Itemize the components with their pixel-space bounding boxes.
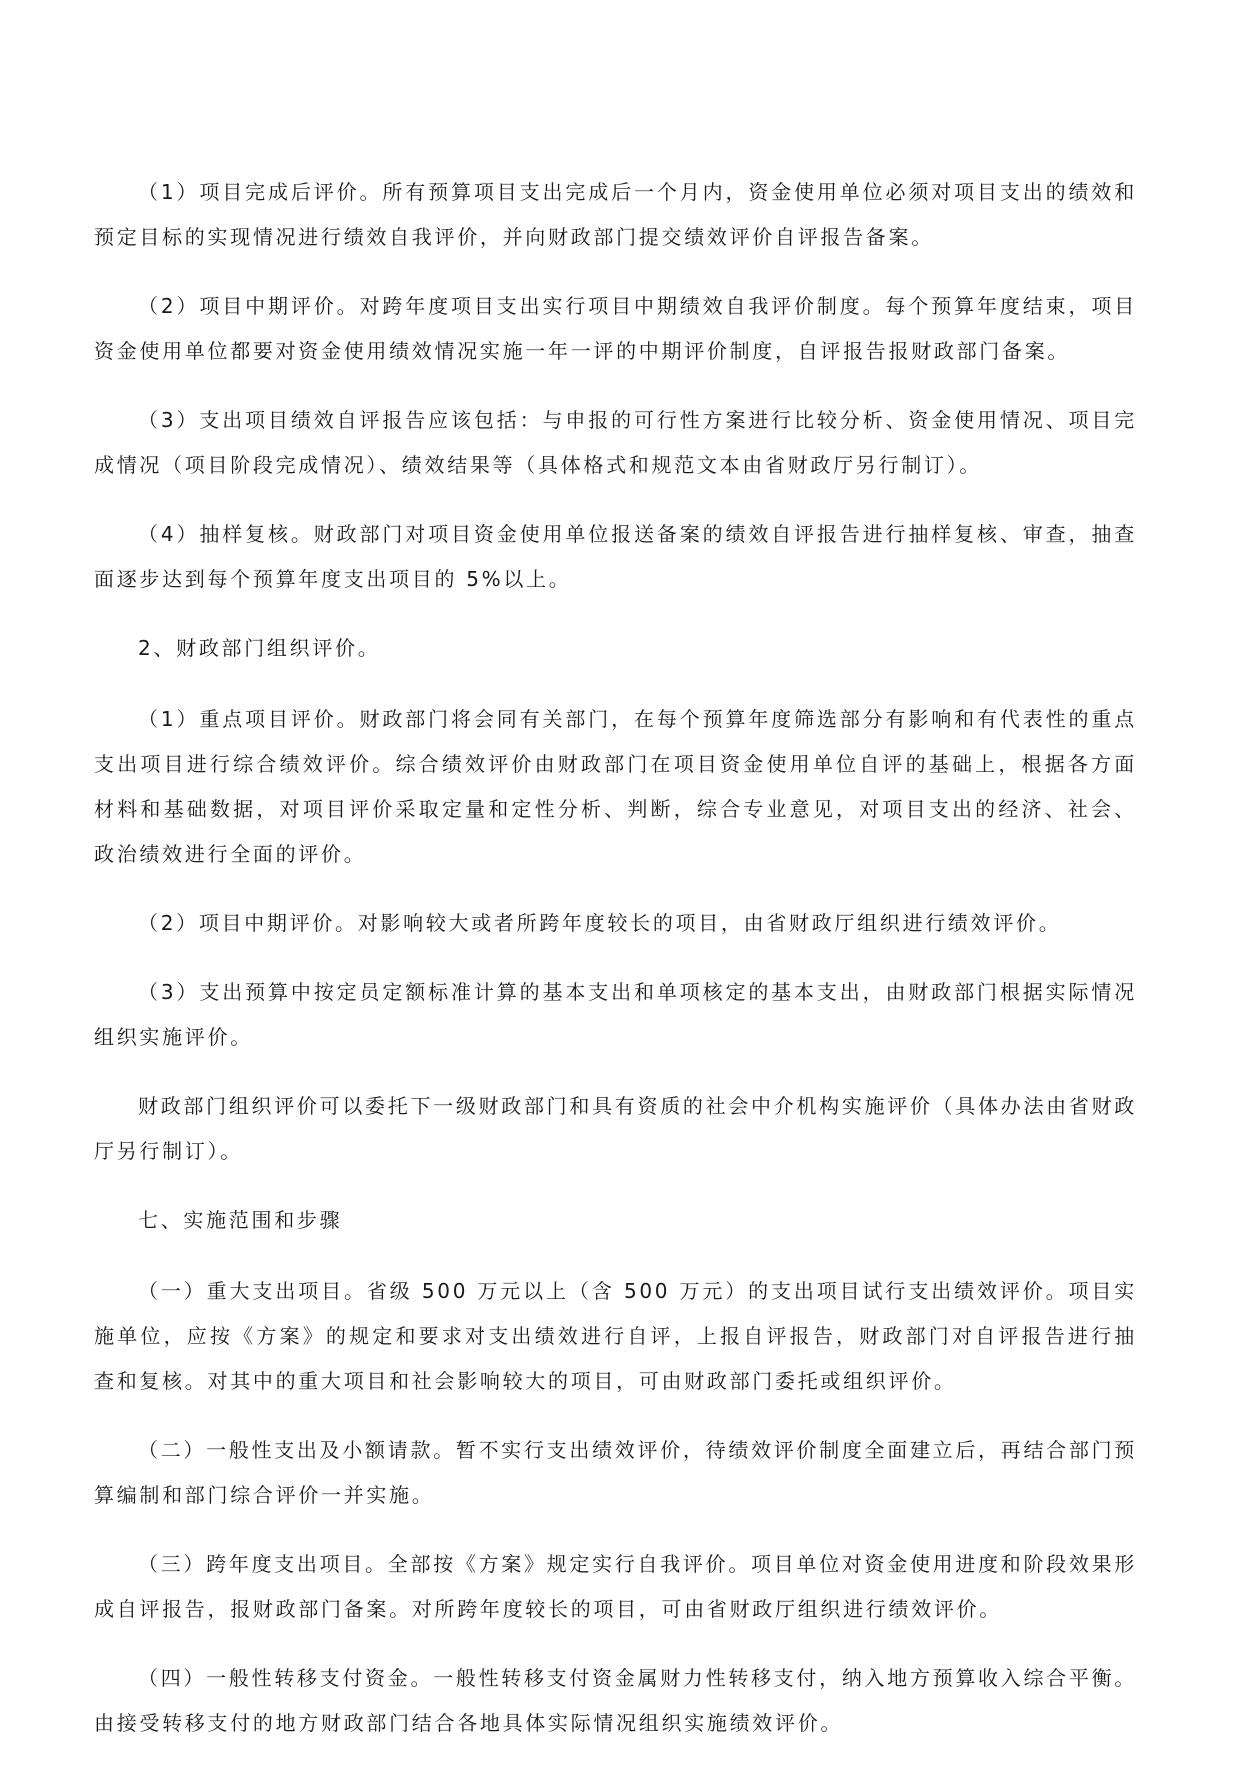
paragraph-self-eval-report-contents: （3）支出项目绩效自评报告应该包括：与申报的可行性方案进行比较分析、资金使用情况、项目完成情况（项目阶段完成情况）、绩效结果等（具体格式和规范文本由省财政厅另行制订）。	[94, 408, 1137, 477]
section-heading-scope-and-steps: 七、实施范围和步骤	[138, 1208, 343, 1232]
paragraph-self-eval-midterm: （2）项目中期评价。对跨年度项目支出实行项目中期绩效自我评价制度。每个预算年度结束，项目资金使用单位都要对资金使用绩效情况实施一年一评的中期评价制度，自评报告报财政部门备案。	[94, 294, 1137, 363]
paragraph-major-expenditure-projects: （一）重大支出项目。省级 500 万元以上（含 500 万元）的支出项目试行支出绩效评价。项目实施单位，应按《方案》的规定和要求对支出绩效进行自评，上报自评报告，财政部门对自评报告进行抽查和复核。对其中的重大项目和社会影响较大的项目，可由财政部门委托或组织评价。	[94, 1279, 1137, 1393]
section-heading-finance-dept-evaluation: 2、财政部门组织评价。	[138, 636, 381, 660]
paragraph-general-transfer-payments: （四）一般性转移支付资金。一般性转移支付资金属财力性转移支付，纳入地方预算收入综合平衡。由接受转移支付的地方财政部门结合各地具体实际情况组织实施绩效评价。	[94, 1666, 1137, 1735]
paragraph-sampling-review: （4）抽样复核。财政部门对项目资金使用单位报送备案的绩效自评报告进行抽样复核、审查，抽查面逐步达到每个预算年度支出项目的 5%以上。	[94, 522, 1137, 591]
paragraph-key-project-evaluation: （1）重点项目评价。财政部门将会同有关部门，在每个预算年度筛选部分有影响和有代表性的重点支出项目进行综合绩效评价。综合绩效评价由财政部门在项目资金使用单位自评的基础上，根据各方面材料和基础数据，对项目评价采取定量和定性分析、判断，综合专业意见，对项目支出的经济、社会、政治绩效进行全面的评价。	[94, 707, 1137, 866]
paragraph-general-small-expenditure: （二）一般性支出及小额请款。暂不实行支出绩效评价，待绩效评价制度全面建立后，再结合部门预算编制和部门综合评价一并实施。	[94, 1438, 1137, 1507]
paragraph-cross-year-projects: （三）跨年度支出项目。全部按《方案》规定实行自我评价。项目单位对资金使用进度和阶段效果形成自评报告，报财政部门备案。对所跨年度较长的项目，可由省财政厅组织进行绩效评价。	[94, 1552, 1137, 1621]
paragraph-self-eval-after-completion: （1）项目完成后评价。所有预算项目支出完成后一个月内，资金使用单位必须对项目支出的绩效和预定目标的实现情况进行绩效自我评价，并向财政部门提交绩效评价自评报告备案。	[94, 180, 1137, 249]
document-body	[94, 170, 1137, 1770]
paragraph-basic-expenditure-evaluation: （3）支出预算中按定员定额标准计算的基本支出和单项核定的基本支出，由财政部门根据实际情况组织实施评价。	[94, 980, 1137, 1049]
paragraph-delegated-evaluation: 财政部门组织评价可以委托下一级财政部门和具有资质的社会中介机构实施评价（具体办法由省财政厅另行制订）。	[94, 1094, 1137, 1163]
paragraph-project-midterm-evaluation: （2）项目中期评价。对影响较大或者所跨年度较长的项目，由省财政厅组织进行绩效评价。	[138, 911, 1062, 935]
